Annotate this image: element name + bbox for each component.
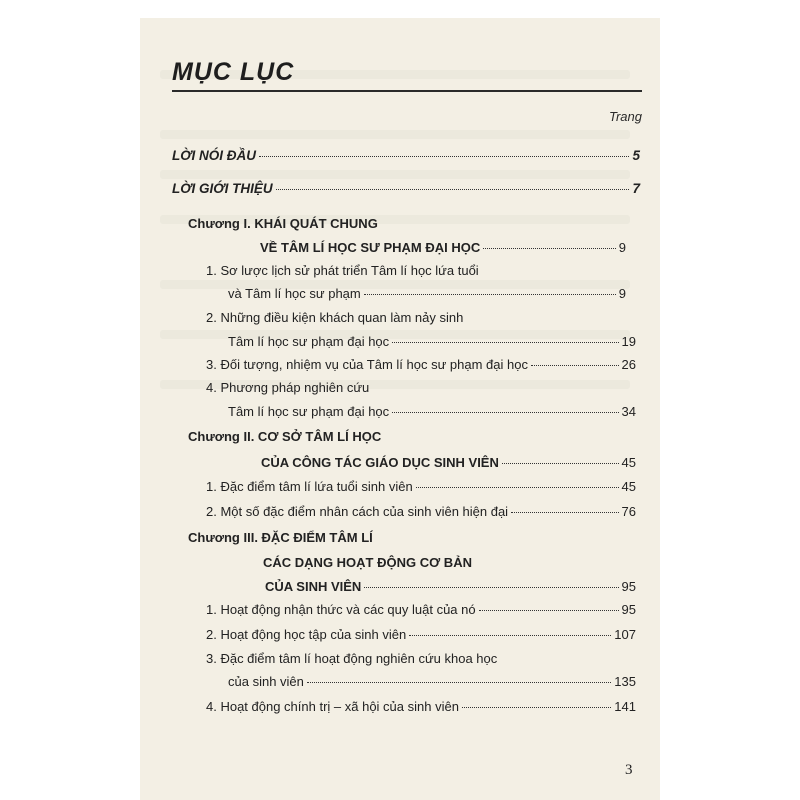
title-rule (172, 90, 642, 92)
entry-page: 19 (621, 334, 636, 349)
show-through-text (160, 130, 630, 139)
show-through-text (160, 170, 630, 179)
section-line: và Tâm lí học sư phạm (228, 286, 361, 301)
chapter-heading: Chương I. KHÁI QUÁT CHUNG (188, 216, 378, 231)
dot-leader (307, 682, 611, 683)
dot-leader (462, 707, 611, 708)
section-line: 4. Hoạt động chính trị – xã hội của sinh viên (206, 699, 459, 714)
page-number: 3 (625, 762, 633, 778)
entry-page: 107 (614, 627, 636, 642)
dot-leader (502, 463, 619, 464)
chapter-entry (260, 240, 626, 255)
entry-label: LỜI GIỚI THIỆU (172, 181, 273, 196)
entry-page: 26 (621, 357, 636, 372)
entry-page: 95 (621, 579, 636, 594)
toc-entry (172, 181, 640, 196)
chapter-entry (261, 455, 636, 470)
section-entry (206, 699, 636, 714)
section-line: Tâm lí học sư phạm đại học (228, 404, 390, 419)
dot-leader (364, 587, 618, 588)
section-entry: 4. Phương pháp nghiên cứu (206, 380, 370, 395)
dot-leader (392, 412, 618, 413)
section-entry (206, 504, 636, 519)
dot-leader (483, 248, 616, 249)
section-line: 3. Đối tượng, nhiệm vụ của Tâm lí học sư phạm đại học (206, 357, 528, 372)
entry-page: 45 (621, 455, 636, 470)
dot-leader (531, 365, 619, 366)
entry-page: 76 (621, 504, 636, 519)
entry-page: 135 (614, 674, 636, 689)
entry-page: 9 (618, 286, 626, 301)
dot-leader (416, 487, 619, 488)
entry-page: 141 (614, 699, 636, 714)
dot-leader (392, 342, 618, 343)
section-entry (228, 404, 636, 419)
section-line: Tâm lí học sư phạm đại học (228, 334, 390, 349)
section-entry: 1. Sơ lược lịch sử phát triển Tâm lí học lứa tuổi (206, 263, 479, 278)
dot-leader (409, 635, 611, 636)
section-line: của sinh viên (228, 674, 304, 689)
entry-page: 34 (621, 404, 636, 419)
dot-leader (479, 610, 619, 611)
toc-entry (172, 148, 640, 163)
section-entry (206, 479, 636, 494)
section-entry (228, 334, 636, 349)
section-line: 2. Một số đặc điểm nhân cách của sinh viên hiện đại (206, 504, 509, 519)
section-entry (206, 627, 636, 642)
section-entry: 2. Những điều kiện khách quan làm nảy sinh (206, 310, 464, 325)
chapter-heading-line: VỀ TÂM LÍ HỌC SƯ PHẠM ĐẠI HỌC (260, 240, 481, 255)
section-entry (206, 357, 636, 372)
section-line: 1. Đặc điểm tâm lí lứa tuổi sinh viên (206, 479, 413, 494)
section-line: 1. Hoạt động nhận thức và các quy luật của nó (206, 602, 476, 617)
entry-label: LỜI NÓI ĐẦU (172, 148, 257, 163)
dot-leader (276, 189, 630, 190)
chapter-heading: Chương II. CƠ SỞ TÂM LÍ HỌC (188, 429, 382, 444)
page-column-header: Trang (609, 109, 642, 124)
entry-page: 5 (632, 148, 640, 163)
section-entry (206, 602, 636, 617)
chapter-heading-line: CÁC DẠNG HOẠT ĐỘNG CƠ BẢN (263, 555, 472, 570)
section-entry (228, 674, 636, 689)
toc-title: MỤC LỤC (172, 58, 295, 86)
section-entry (228, 286, 626, 301)
section-line: 2. Hoạt động học tập của sinh viên (206, 627, 407, 642)
dot-leader (259, 156, 629, 157)
dot-leader (364, 294, 616, 295)
entry-page: 7 (632, 181, 640, 196)
entry-page: 45 (621, 479, 636, 494)
chapter-heading-line: CỦA CÔNG TÁC GIÁO DỤC SINH VIÊN (261, 455, 499, 470)
entry-page: 95 (621, 602, 636, 617)
chapter-heading-line: CỦA SINH VIÊN (265, 579, 362, 594)
chapter-heading: Chương III. ĐẶC ĐIỂM TÂM LÍ (188, 530, 373, 545)
entry-page: 9 (618, 240, 626, 255)
section-entry: 3. Đặc điểm tâm lí hoạt động nghiên cứu khoa học (206, 651, 498, 666)
dot-leader (511, 512, 618, 513)
chapter-entry (265, 579, 636, 594)
